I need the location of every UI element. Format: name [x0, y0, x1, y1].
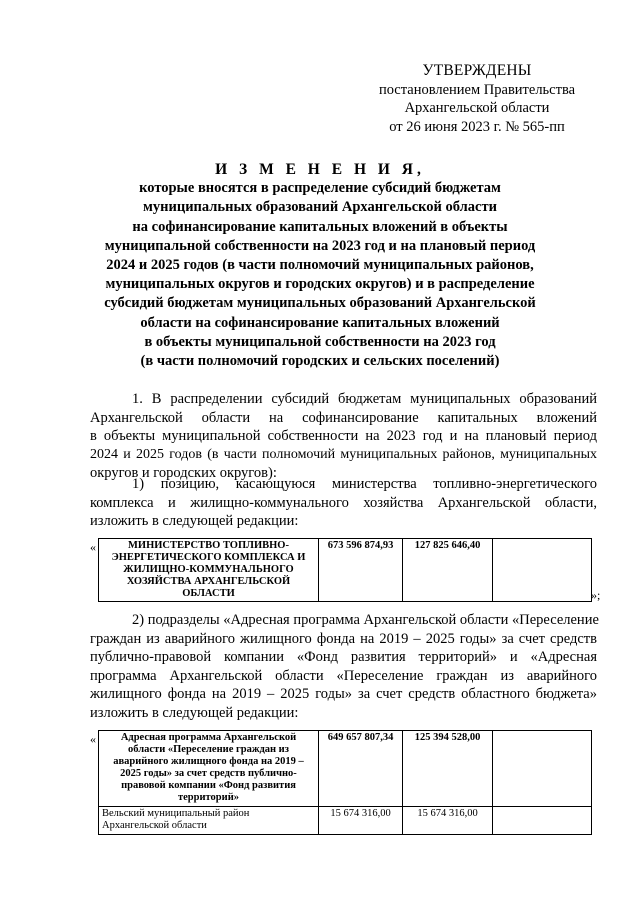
cell-2024: 125 394 528,00: [403, 731, 493, 807]
title-line: области на софинансирование капитальных вложений: [140, 314, 500, 331]
approved-heading: УТВЕРЖДЕНЫ: [422, 62, 532, 79]
approved-resolution: постановлением Правительства: [378, 81, 576, 98]
paragraph-line: 2) подразделы «Адресная программа Архангельской области «Переселение: [132, 612, 599, 628]
approved-region: Архангельской области: [404, 100, 550, 116]
paragraph-line: Архангельской области на софинансирование капитальных вложений: [90, 409, 597, 426]
cell-name: Адресная программа Архангельской области «Переселение граждан из аварийного жилищного фонда на 2019 – 2025 годы» за счет средств публично-правовой компании «Фонд развития территорий»: [99, 731, 319, 807]
paragraph-line: публично-правовой компании «Фонд развития территорий» и «Адресная: [90, 649, 597, 665]
approval-block: [372, 62, 582, 136]
paragraph-line: 2024 и 2025 годов (в части полномочий муниципальных районов, муниципальных: [90, 446, 597, 462]
cell-2023: 673 596 874,93: [319, 539, 403, 602]
table-ministry: [98, 538, 592, 602]
open-quote: «: [90, 540, 96, 554]
table-row: [99, 539, 592, 602]
cell-2023: 649 657 807,34: [319, 731, 403, 807]
paragraph-line: округов и городских округов):: [90, 465, 277, 481]
cell-2024: 127 825 646,40: [403, 539, 493, 602]
open-quote: «: [90, 732, 96, 746]
paragraph-line: изложить в следующей редакции:: [90, 704, 299, 721]
paragraph-line: изложить в следующей редакции:: [90, 513, 299, 529]
cell-2025: [493, 807, 592, 835]
title-line: которые вносятся в распределение субсидий бюджетам: [139, 180, 501, 197]
close-quote: »;: [591, 588, 601, 602]
title-line: муниципальных округов и городских округов) и в распределение: [105, 276, 535, 293]
table-resettlement: [98, 730, 592, 835]
paragraph-line: граждан из аварийного жилищного фонда на 2019 – 2025 годы» за счет средств: [90, 630, 597, 647]
paragraph-line: в объекты муниципальной собственности на 2023 год и на плановый период: [90, 428, 597, 444]
title-line: субсидий бюджетам муниципальных образований Архангельской: [104, 295, 536, 312]
paragraph-2: [90, 475, 597, 531]
paragraph-line: 1) позицию, касающуюся министерства топливно-энергетического: [132, 476, 597, 492]
title-line: муниципальных образований Архангельской области: [143, 199, 497, 216]
title-heading: И З М Е Н Е Н И Я,: [215, 161, 425, 178]
document-title: [90, 160, 550, 371]
cell-2023: 15 674 316,00: [319, 807, 403, 835]
approved-date-number: от 26 июня 2023 г. № 565-пп: [389, 118, 565, 135]
cell-2025: [493, 539, 592, 602]
paragraph-1: [90, 390, 597, 483]
title-line: муниципальной собственности на 2023 год и на плановый период: [104, 237, 536, 254]
paragraph-line: программа Архангельской области «Переселение граждан из аварийного: [90, 667, 597, 684]
cell-name: Вельский муниципальный район Архангельской области: [99, 807, 319, 835]
paragraph-line: 1. В распределении субсидий бюджетам муниципальных образований: [132, 391, 597, 407]
title-line: в объекты муниципальной собственности на 2023 год: [144, 333, 496, 350]
title-line: (в части полномочий городских и сельских поселений): [140, 353, 500, 370]
title-line: на софинансирование капитальных вложений в объекты: [132, 218, 508, 235]
paragraph-3: [90, 611, 597, 722]
paragraph-line: комплекса и жилищно-коммунального хозяйства Архангельской области,: [90, 494, 597, 511]
table-row: [99, 807, 592, 835]
cell-2024: 15 674 316,00: [403, 807, 493, 835]
paragraph-line: жилищного фонда на 2019 – 2025 годы» за счет средств областного бюджета»: [90, 686, 597, 702]
cell-2025: [493, 731, 592, 807]
title-line: 2024 и 2025 годов (в части полномочий муниципальных районов,: [106, 257, 534, 274]
table-row: [99, 731, 592, 807]
cell-name: МИНИСТЕРСТВО ТОПЛИВНО-ЭНЕРГЕТИЧЕСКОГО КОМПЛЕКСА И ЖИЛИЩНО-КОММУНАЛЬНОГО ХОЗЯЙСТВА АРХАНГЕЛЬСКОЙ ОБЛАСТИ: [99, 539, 319, 602]
